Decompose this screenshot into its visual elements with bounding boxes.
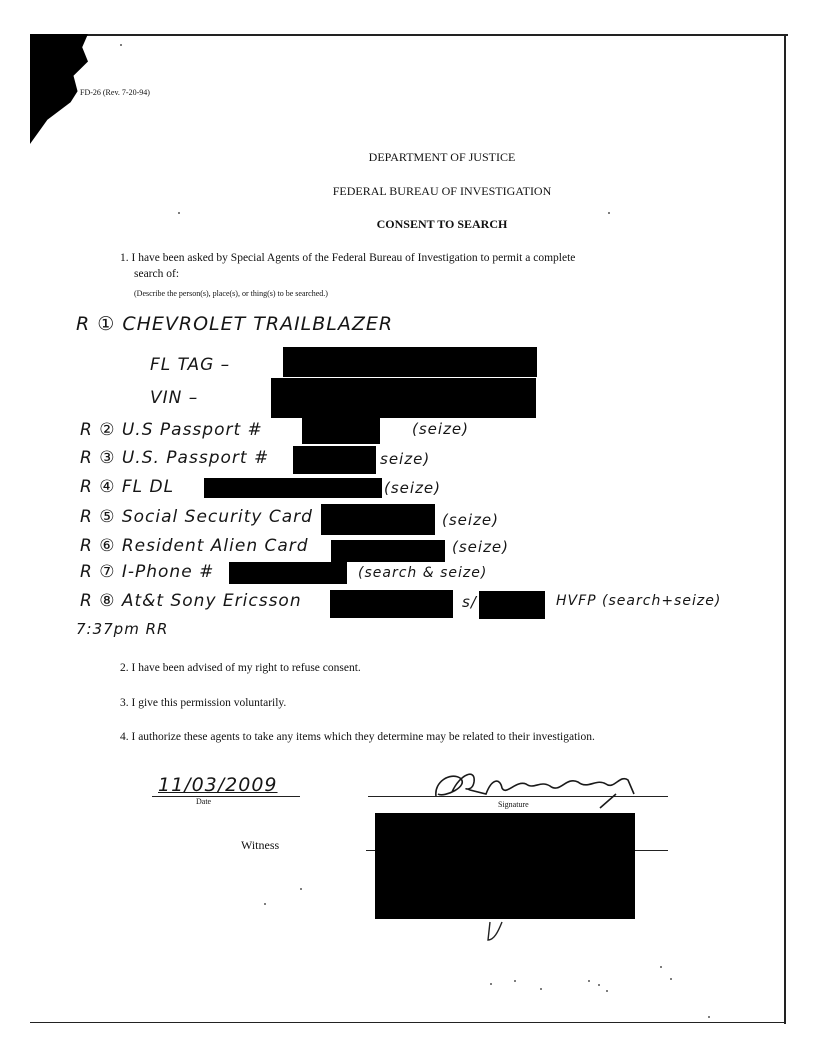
scan-speck (300, 888, 302, 890)
item-1-text: 1. I have been asked by Special Agents of the Federal Bureau of Investigation to permit a complete (120, 252, 576, 264)
form-id: FD-26 (Rev. 7-20-94) (80, 88, 150, 97)
hand-line-sony-sep: s/ (462, 593, 477, 611)
witness-line-right (634, 850, 668, 851)
hand-line-passport-2-action: seize) (380, 450, 431, 468)
hand-line-passport-1: R ② U.S Passport # (80, 420, 263, 440)
scan-speck (540, 988, 542, 990)
page-right-edge (784, 34, 786, 1024)
item-1-text-cont: search of: (134, 268, 180, 280)
hand-line-fl-dl-action: (seize) (384, 479, 442, 497)
hand-line-passport-1-action: (seize) (412, 420, 470, 438)
hand-line-ssn: R ⑤ Social Security Card (80, 507, 313, 527)
department-heading: DEPARTMENT OF JUSTICE (368, 150, 516, 164)
redaction-iphone (229, 562, 347, 584)
scan-speck (120, 44, 122, 46)
date-label: Date (196, 797, 212, 806)
redaction-vin (271, 378, 536, 418)
bureau-heading: FEDERAL BUREAU OF INVESTIGATION (332, 184, 552, 198)
scan-speck (490, 983, 492, 985)
hand-line-passport-2: R ③ U.S. Passport # (80, 448, 270, 468)
scan-speck (708, 1016, 710, 1018)
scan-speck (598, 984, 600, 986)
hand-line-time: 7:37pm RR (76, 620, 169, 638)
redaction-witness (375, 813, 635, 919)
item-1-note: (Describe the person(s), place(s), or thing(s) to be searched.) (134, 289, 328, 298)
scan-speck (588, 980, 590, 982)
page-top-edge (30, 34, 788, 36)
redaction-passport-2 (293, 446, 376, 474)
witness-label: Witness (241, 838, 280, 852)
redaction-sony-2 (479, 591, 545, 619)
page-bottom-edge (30, 1022, 786, 1023)
redaction-tag (283, 347, 537, 377)
item-3-text: 3. I give this permission voluntarily. (120, 697, 287, 709)
hand-line-sony-action: HVFP (search+seize) (556, 593, 722, 609)
hand-line-iphone-action: (search & seize) (358, 565, 488, 581)
item-4-text: 4. I authorize these agents to take any items which they determine may be related to their investigation. (120, 731, 595, 743)
redaction-alien-card (331, 540, 445, 562)
hand-line-ssn-action: (seize) (442, 511, 500, 529)
scan-speck (608, 212, 610, 214)
scan-speck (514, 980, 516, 982)
hand-line-tag: FL TAG – (150, 355, 231, 375)
date-value: 11/03/2009 (158, 774, 278, 796)
scan-speck (660, 966, 662, 968)
redaction-passport-1 (302, 418, 380, 444)
hand-line-iphone: R ⑦ I-Phone # (80, 562, 215, 582)
scan-speck (178, 212, 180, 214)
redaction-ssn (321, 504, 435, 535)
witness-mark (484, 918, 506, 944)
hand-line-alien-card-action: (seize) (452, 538, 510, 556)
hand-line-vin: VIN – (150, 388, 199, 408)
scan-speck (606, 990, 608, 992)
scan-speck (670, 978, 672, 980)
hand-line-vehicle: R ① CHEVROLET TRAILBLAZER (76, 313, 394, 335)
form-title: CONSENT TO SEARCH (376, 217, 508, 231)
hand-line-alien-card: R ⑥ Resident Alien Card (80, 536, 309, 556)
hand-line-fl-dl: R ④ FL DL (80, 477, 175, 497)
item-2-text: 2. I have been advised of my right to refuse consent. (120, 662, 361, 674)
redaction-sony-1 (330, 590, 453, 618)
redaction-fl-dl (204, 478, 382, 498)
date-line (152, 796, 300, 797)
signature-label: Signature (498, 800, 529, 809)
scan-speck (264, 903, 266, 905)
hand-line-sony: R ⑧ At&t Sony Ericsson (80, 591, 302, 611)
